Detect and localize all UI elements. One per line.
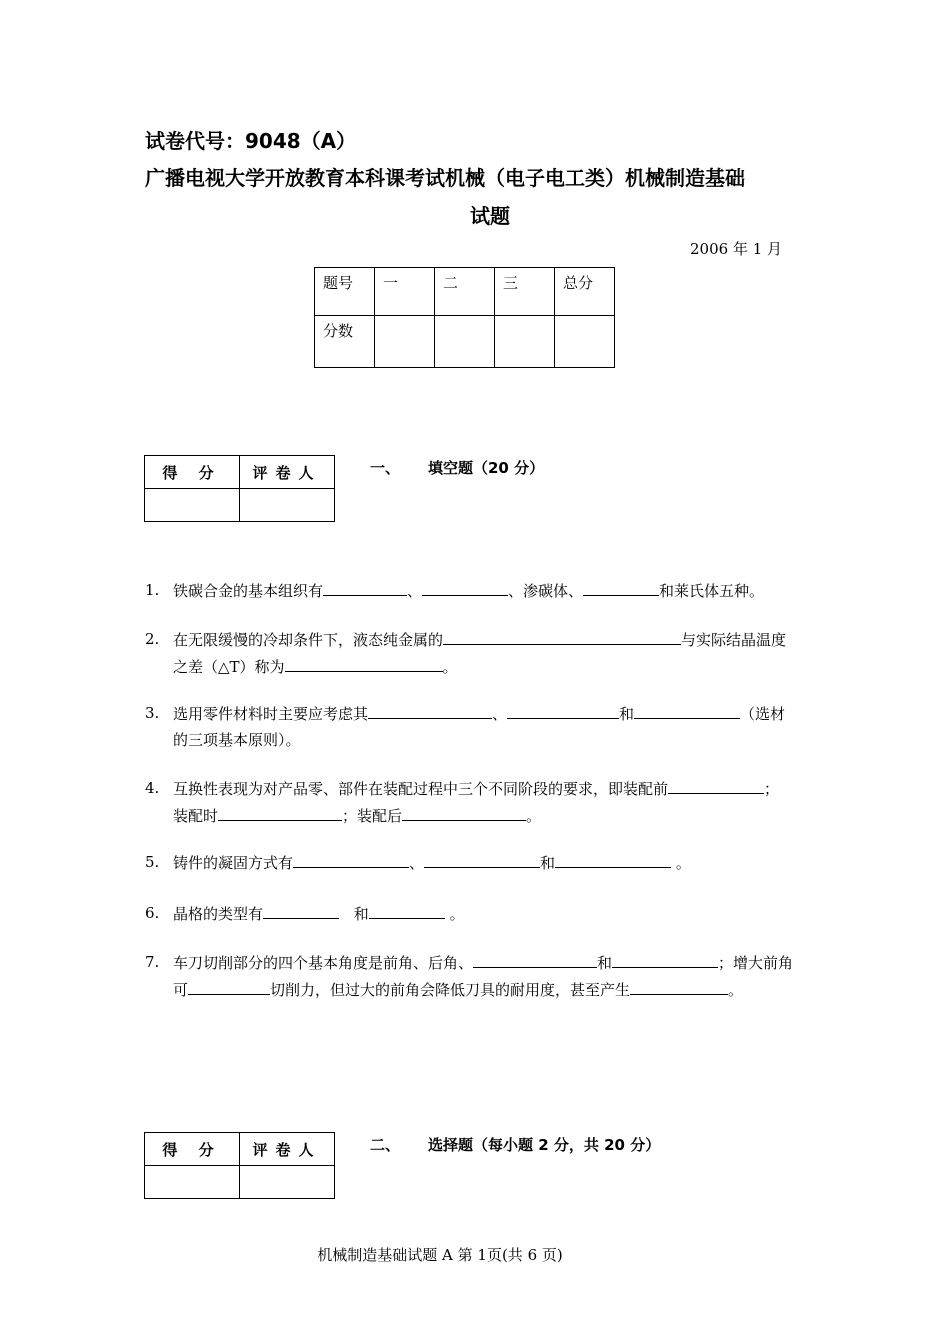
question-number: 1. <box>145 581 160 599</box>
question-text: 、 <box>407 582 423 600</box>
score-table-cell: 一 <box>375 268 435 316</box>
question-text: 。 <box>526 807 542 825</box>
question-text: ；装配后 <box>342 807 403 825</box>
question-number: 2. <box>145 630 160 648</box>
score-summary-table <box>314 267 615 368</box>
answer-blank <box>473 949 597 968</box>
question-text: 之差（△T）称为 <box>173 658 285 676</box>
score-entry-cell <box>375 316 435 368</box>
score-table-score-row <box>315 316 615 368</box>
exam-date: 2006 年 1 月 <box>690 240 783 258</box>
question-text: 、渗碳体、 <box>508 582 584 600</box>
answer-blank <box>368 700 492 719</box>
question-text: ； <box>764 780 780 798</box>
score-entry-cell <box>435 316 495 368</box>
answer-blank <box>293 849 409 868</box>
score-table-cell: 分数 <box>315 316 375 368</box>
answer-blank <box>443 626 681 645</box>
question-text: （选材 <box>740 705 786 723</box>
question-text: 切削力，但过大的前角会降低刀具的耐用度，甚至产生 <box>270 981 631 999</box>
question-7 <box>145 949 835 1003</box>
score-label: 得 分 <box>145 1133 240 1166</box>
section1-number: 一、 <box>370 459 401 477</box>
question-text: 晶格的类型有 <box>173 905 264 923</box>
answer-blank <box>583 577 659 596</box>
exam-title-line2: 试题 <box>470 204 510 228</box>
question-number: 3. <box>145 704 160 722</box>
answer-blank <box>188 976 270 995</box>
answer-blank <box>424 849 540 868</box>
question-1 <box>145 577 835 604</box>
grader-label: 评卷人 <box>240 1133 335 1166</box>
section2-title: 选择题（每小题 2 分，共 20 分） <box>428 1136 661 1154</box>
answer-blank <box>634 700 740 719</box>
question-text: 装配时 <box>173 807 219 825</box>
question-text: 和 <box>540 854 556 872</box>
section1-title: 填空题（20 分） <box>428 459 545 477</box>
score-table-cell: 二 <box>435 268 495 316</box>
answer-blank <box>668 775 764 794</box>
grader-label: 评卷人 <box>240 456 335 489</box>
answer-blank <box>555 849 671 868</box>
page-footer: 机械制造基础试题 A 第 1页(共 6 页) <box>317 1246 563 1264</box>
question-text: 。 <box>671 854 691 872</box>
question-text: 和莱氏体五种。 <box>659 582 765 600</box>
score-entry-cell <box>145 489 240 522</box>
question-text: 车刀切削部分的四个基本角度是前角、后角、 <box>173 954 474 972</box>
question-text: 和 <box>349 905 369 923</box>
score-table-cell: 三 <box>495 268 555 316</box>
exam-title-line1: 广播电视大学开放教育本科课考试机械（电子电工类）机械制造基础 <box>145 166 745 190</box>
grader-entry-cell <box>240 1166 335 1199</box>
question-number: 6. <box>145 904 160 922</box>
grader-box-section1 <box>144 455 335 522</box>
score-entry-cell <box>495 316 555 368</box>
grader-box-section2 <box>144 1132 335 1199</box>
answer-blank <box>323 577 407 596</box>
answer-blank <box>218 802 342 821</box>
answer-blank <box>369 900 445 919</box>
question-text: 、 <box>492 705 508 723</box>
answer-blank <box>630 976 728 995</box>
answer-blank <box>285 653 443 672</box>
question-text: 互换性表现为对产品零、部件在装配过程中三个不同阶段的要求，即装配前 <box>173 780 669 798</box>
score-entry-cell <box>555 316 615 368</box>
question-text: 。 <box>728 981 744 999</box>
answer-blank <box>422 577 508 596</box>
question-text: 和 <box>597 954 613 972</box>
question-number: 4. <box>145 779 160 797</box>
question-text: 。 <box>442 658 458 676</box>
question-text: 铁碳合金的基本组织有 <box>173 582 324 600</box>
question-4 <box>145 775 835 829</box>
score-table-cell: 总分 <box>555 268 615 316</box>
question-text: 和 <box>619 705 635 723</box>
question-6 <box>145 900 835 927</box>
score-table-cell: 题号 <box>315 268 375 316</box>
question-3 <box>145 700 835 753</box>
score-label: 得 分 <box>145 456 240 489</box>
answer-blank <box>263 900 339 919</box>
exam-code: 试卷代号：9048（A） <box>145 129 357 153</box>
score-entry-cell <box>145 1166 240 1199</box>
answer-blank <box>612 949 718 968</box>
score-table-header-row <box>315 268 615 316</box>
question-text: 选用零件材料时主要应考虑其 <box>173 705 369 723</box>
answer-blank <box>402 802 526 821</box>
question-number: 7. <box>145 953 160 971</box>
answer-blank <box>507 700 619 719</box>
grader-entry-cell <box>240 489 335 522</box>
section2-number: 二、 <box>370 1136 401 1154</box>
question-text: 的三项基本原则）。 <box>173 731 301 749</box>
question-text: 可 <box>173 981 189 999</box>
question-5 <box>145 849 835 876</box>
question-text: 。 <box>444 905 465 923</box>
question-text: 在无限缓慢的冷却条件下，液态纯金属的 <box>173 631 444 649</box>
question-text: 与实际结晶温度 <box>681 631 787 649</box>
question-number: 5. <box>145 853 160 871</box>
question-2 <box>145 626 835 680</box>
question-text: 铸件的凝固方式有 <box>173 854 294 872</box>
question-text: ；增大前角 <box>718 954 794 972</box>
question-text: 、 <box>409 854 425 872</box>
